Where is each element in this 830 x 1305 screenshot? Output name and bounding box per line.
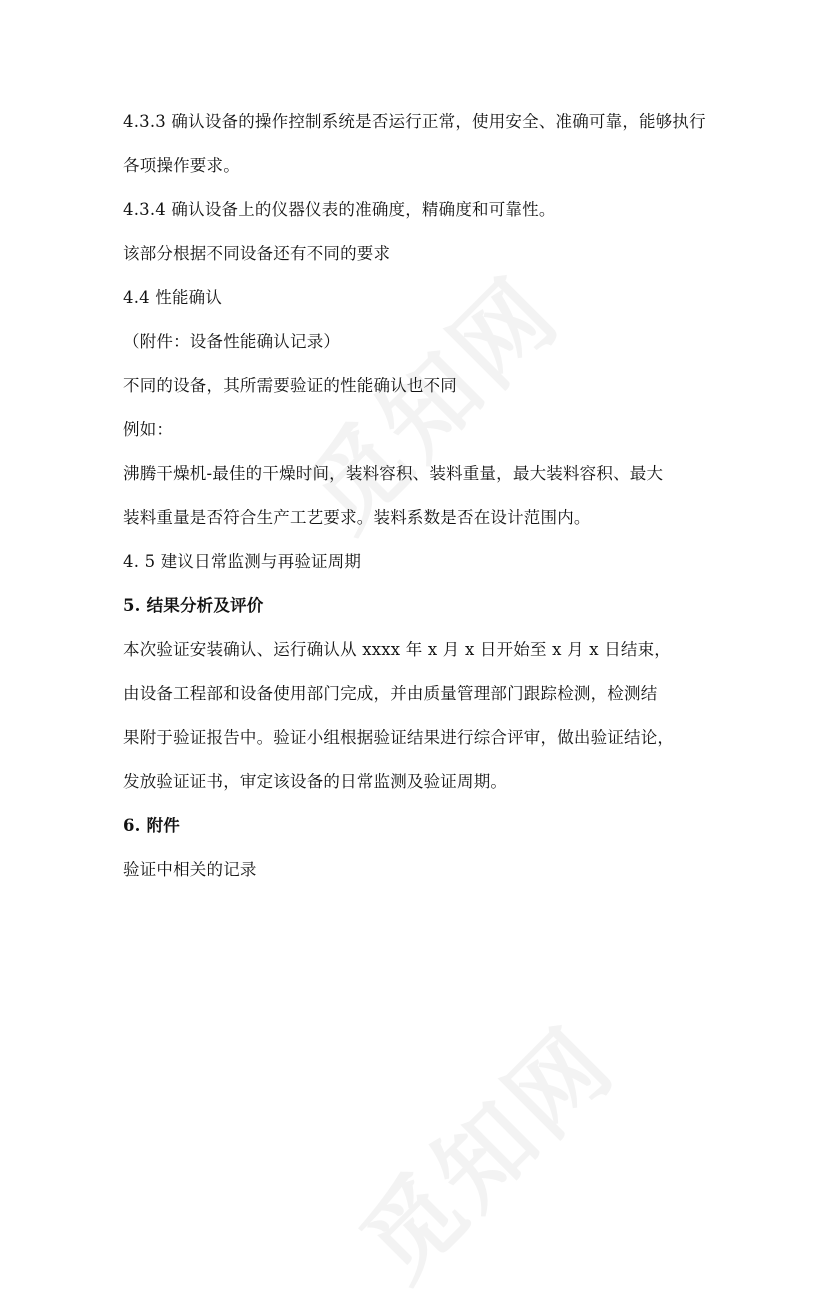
section-heading-4-5: 4. 5 建议日常监测与再验证周期	[123, 552, 362, 571]
paragraph-line-result-2: 由设备工程部和设备使用部门完成，并由质量管理部门跟踪检测，检测结	[123, 684, 658, 703]
paragraph-line-result-4: 发放验证证书，审定该设备的日常监测及验证周期。	[123, 772, 508, 791]
paragraph-line-attachment-note: （附件：设备性能确认记录）	[123, 332, 341, 351]
paragraph-line-result-1: 本次验证安装确认、运行确认从 xxxx 年 x 月 x 日开始至 x 月 x 日结束，	[123, 640, 671, 659]
paragraph-line-performance: 不同的设备，其所需要验证的性能确认也不同	[123, 376, 457, 395]
paragraph-line-4-3-3: 4.3.3 确认设备的操作控制系统是否运行正常，使用安全、准确可靠，能够执行	[123, 112, 706, 131]
paragraph-line-example: 例如：	[123, 420, 174, 439]
section-heading-5: 5. 结果分析及评价	[123, 596, 264, 615]
paragraph-line-records: 验证中相关的记录	[123, 860, 257, 879]
paragraph-line-4-3-4: 4.3.4 确认设备上的仪器仪表的准确度，精确度和可靠性。	[123, 200, 556, 219]
section-heading-6: 6. 附件	[123, 816, 180, 835]
paragraph-line-4-3-3-cont: 各项操作要求。	[123, 156, 240, 175]
section-heading-4-4: 4.4 性能确认	[123, 288, 223, 307]
paragraph-line-result-3: 果附于验证报告中。验证小组根据验证结果进行综合评审，做出验证结论，	[123, 728, 675, 747]
watermark-logo	[326, 992, 639, 1305]
paragraph-line-dryer: 沸腾干燥机-最佳的干燥时间，装料容积、装料重量，最大装料容积、最大	[123, 464, 664, 483]
paragraph-line-note: 该部分根据不同设备还有不同的要求	[123, 244, 391, 263]
paragraph-line-dryer-cont: 装料重量是否符合生产工艺要求。装料系数是否在设计范围内。	[123, 508, 591, 527]
